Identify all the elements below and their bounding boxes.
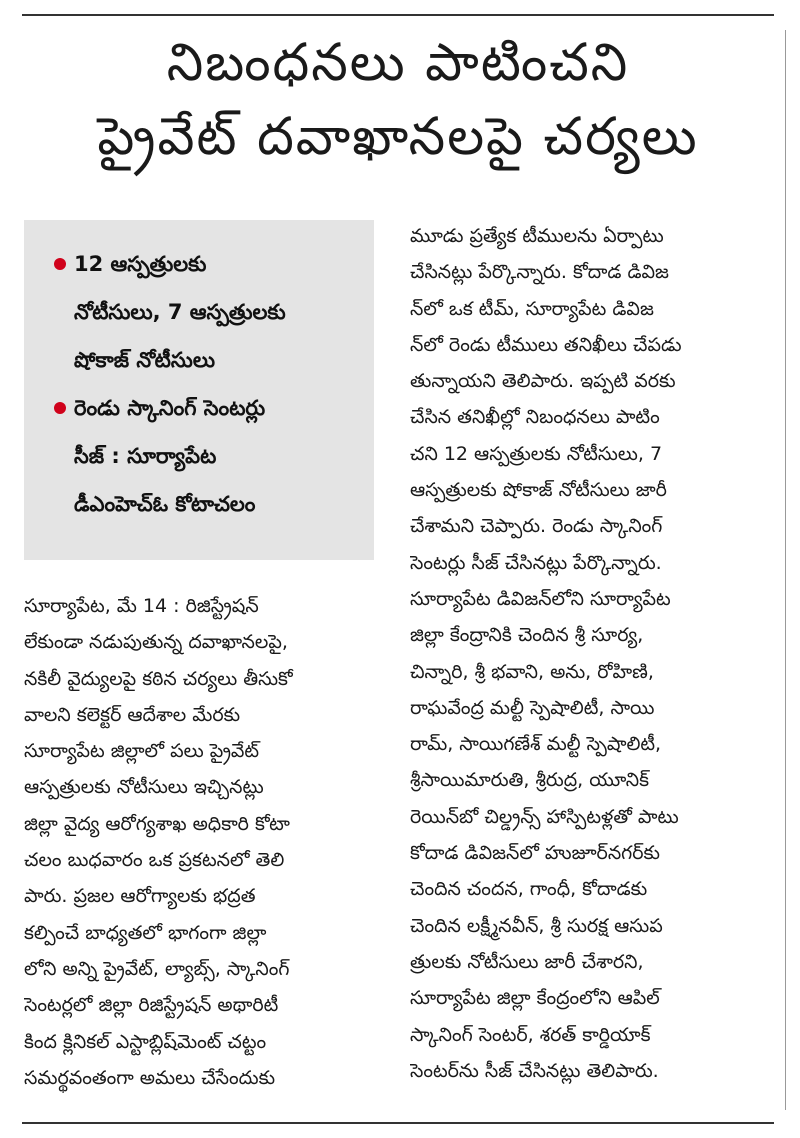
body-line: కింద క్లినికల్ ఎస్టాబ్లిష్‌మెంట్ చట్టం — [24, 1030, 267, 1053]
body-line: సూర్యాపేట, మే 14 : రిజిస్ట్రేషన్ — [24, 595, 259, 617]
body-line: చేసిన తనిఖీల్లో నిబంధనలు పాటిం — [410, 406, 660, 429]
body-line: శ్రీసాయిమారుతి, శ్రీరుద్ర, యూనిక్ — [410, 769, 650, 792]
headline-line-1: నిబంధనలు పాటించని — [166, 33, 630, 93]
body-line: లేకుండా నడుపుతున్న దవాఖానలపై, — [24, 631, 288, 654]
body-line: సెంటర్లలో జిల్లా రిజిస్ట్రేషన్ అథారిటీ — [24, 994, 279, 1017]
body-line: సమర్థవంతంగా అమలు చేసేందుకు — [24, 1066, 276, 1089]
body-line: చలం బుధవారం ఒక ప్రకటనలో తెలి — [24, 849, 285, 872]
body-line: సూర్యాపేట జిల్లాలో పలు ప్రైవేట్ — [24, 740, 260, 763]
body-line: పారు. ప్రజల ఆరోగ్యాలకు భద్రత — [24, 885, 256, 908]
body-line: రెయిన్‌బో చిల్డ్రన్స్ హాస్పిటళ్లతో పాటు — [410, 805, 679, 828]
body-line: న్‌లో ఒక టీమ్, సూర్యాపేట డివిజ — [410, 297, 654, 320]
highlight-box — [24, 220, 374, 560]
highlight-line: నోటీసులు, 7 ఆస్పత్రులకు — [74, 300, 286, 324]
body-line: కోదాడ డివిజన్‌లో హుజూర్‌నగర్‌కు — [410, 842, 660, 865]
body-line: లోని అన్ని ప్రైవేట్, ల్యాబ్స్, స్కానింగ్ — [24, 957, 290, 980]
highlight-line: షోకాజ్ నోటీసులు — [74, 348, 215, 372]
article-column-left — [24, 588, 374, 1096]
body-line: రాఘవేంద్ర మల్టీ స్పెషాలిటీ, సాయి — [410, 696, 655, 719]
body-line: చేశామని చెప్పారు. రెండు స్కానింగ్ — [410, 515, 663, 538]
body-line: కల్పించే బాధ్యతలో భాగంగా జిల్లా — [24, 921, 267, 944]
body-line: రామ్, సాయిగణేశ్ మల్టీ స్పెషాలిటీ, — [410, 733, 662, 756]
body-line: సెంటర్‌ను సీజ్ చేసినట్లు తెలిపారు. — [410, 1059, 659, 1082]
body-line: చిన్నారి, శ్రీ భవాని, అను, రోహిణి, — [410, 660, 654, 683]
body-line: వాలని కలెక్టర్ ఆదేశాల మేరకు — [24, 703, 241, 726]
highlight-line: సీజ్ : సూర్యాపేట — [74, 444, 217, 468]
highlight-item-2 — [74, 384, 394, 528]
highlight-line: డీఎంహెచ్ఓ కోటాచలం — [74, 492, 256, 516]
top-rule — [22, 14, 774, 16]
body-line: ఆస్పత్రులకు నోటీసులు ఇచ్చినట్లు — [24, 776, 264, 799]
body-line: చేసినట్లు పేర్కొన్నారు. కోదాడ డివిజ — [410, 261, 669, 284]
body-line: తున్నాయని తెలిపారు. ఇప్పటి వరకు — [410, 370, 676, 393]
body-line: జిల్లా కేంద్రానికి చెందిన శ్రీ సూర్య, — [410, 624, 644, 647]
body-line: నకిలీ వైద్యులపై కఠిన చర్యలు తీసుకో — [24, 667, 293, 690]
body-line: చని 12 ఆస్పత్రులకు నోటీసులు, 7 — [410, 442, 663, 465]
bottom-rule — [22, 1122, 774, 1124]
highlight-item-1 — [74, 240, 394, 384]
body-line: న్‌లో రెండు టీములు తనిఖీలు చేపడు — [410, 333, 682, 356]
bullet-icon — [54, 258, 66, 270]
body-line: సూర్యాపేట జిల్లా కేంద్రంలోని ఆపిల్ — [410, 987, 660, 1010]
body-line: ఆస్పత్రులకు షోకాజ్ నోటీసులు జారీ — [410, 479, 667, 502]
article-column-right — [410, 218, 778, 1089]
body-line: చెందిన చందన, గాంధీ, కోదాడకు — [410, 878, 648, 901]
headline — [22, 26, 774, 174]
body-line: స్కానింగ్ సెంటర్, శరత్ కార్డియాక్ — [410, 1023, 651, 1046]
body-line: సూర్యాపేట డివిజన్‌లోని సూర్యాపేట — [410, 587, 671, 610]
body-line: చెందిన లక్ష్మీనవీన్, శ్రీ సురక్ష ఆసుప — [410, 914, 663, 937]
headline-line-2: ప్రైవేట్ దవాఖానలపై చర్యలు — [97, 107, 699, 167]
body-line: సెంటర్లు సీజ్ చేసినట్లు పేర్కొన్నారు. — [410, 551, 662, 574]
body-line: మూడు ప్రత్యేక టీములను ఏర్పాటు — [410, 225, 664, 247]
highlight-line: రెండు స్కానింగ్ సెంటర్లు — [74, 396, 266, 420]
body-line: త్రులకు నోటీసులు జారీ చేశారని, — [410, 950, 644, 973]
highlight-line: 12 ఆస్పత్రులకు — [74, 252, 207, 276]
body-line: జిల్లా వైద్య ఆరోగ్యశాఖ అధికారి కోటా — [24, 812, 290, 835]
bullet-icon — [54, 402, 66, 414]
right-column-rule — [785, 30, 786, 1110]
